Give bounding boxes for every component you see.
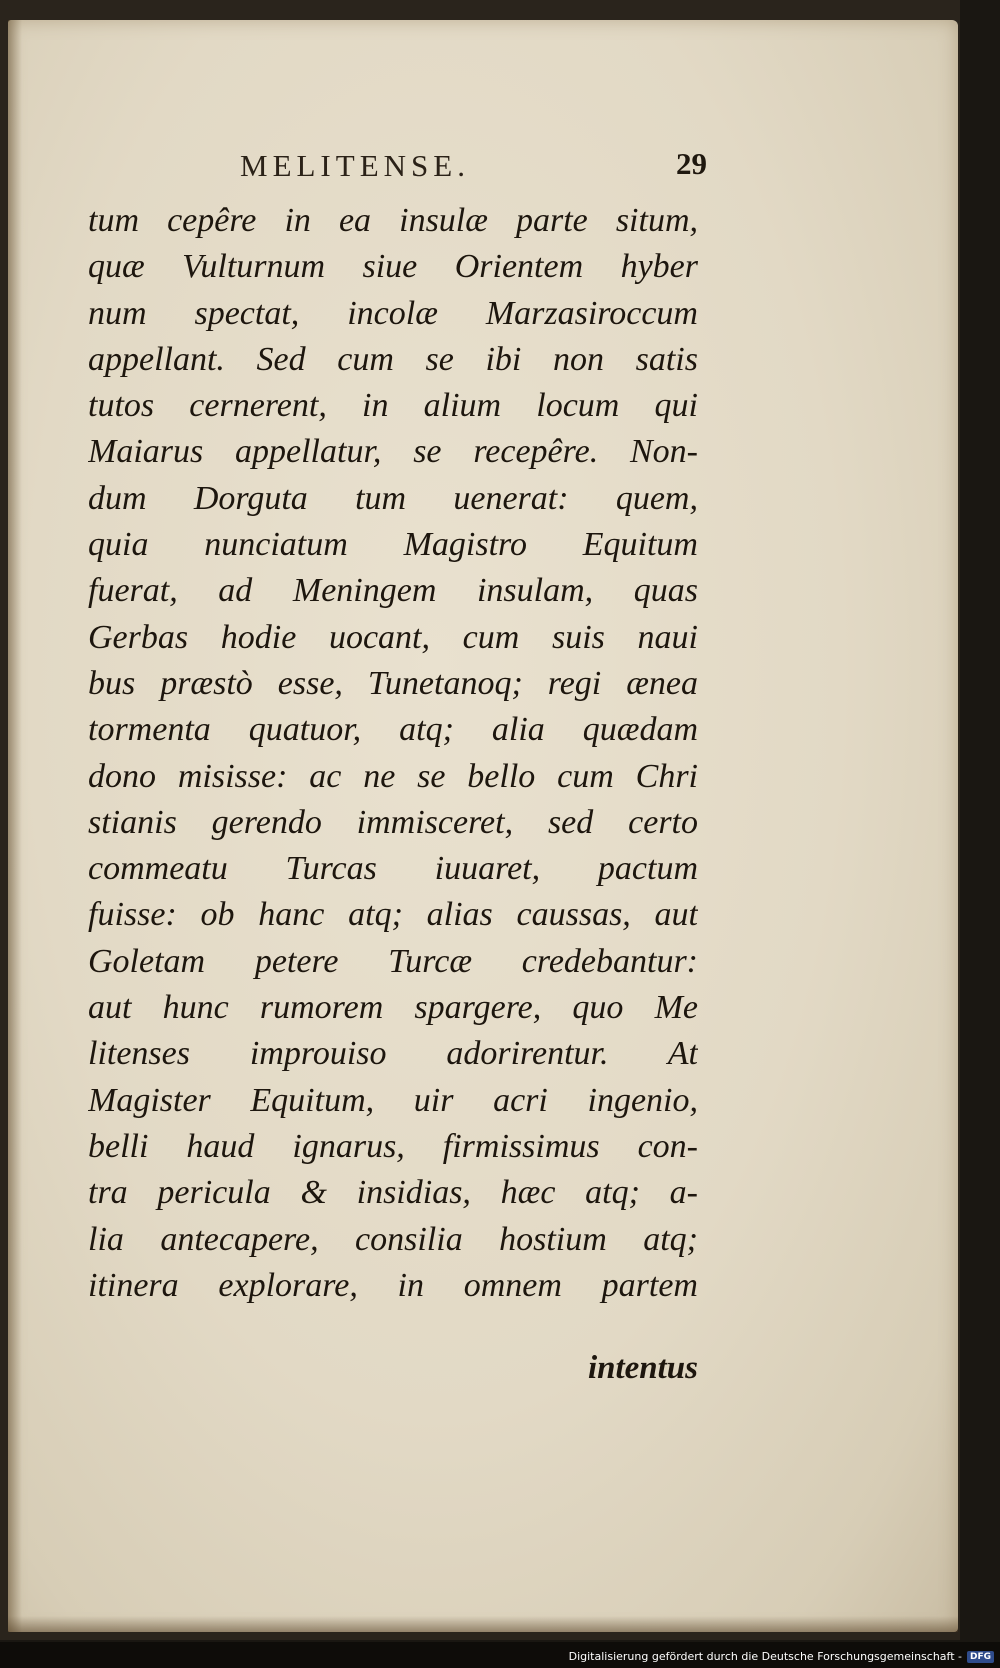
- text-line: fuisse: ob hanc atq; alias caussas, aut: [88, 896, 698, 934]
- text-line: tra pericula & insidias, hæc atq; a-: [88, 1174, 698, 1212]
- text-line: tutos cernerent, in alium locum qui: [88, 387, 698, 425]
- text-line: quia nunciatum Magistro Equitum: [88, 526, 698, 564]
- text-line: litenses improuiso adorirentur. At: [88, 1035, 698, 1073]
- text-line: itinera explorare, in omnem partem: [88, 1266, 698, 1304]
- text-line: tum cepêre in ea insulæ parte situm,: [88, 202, 698, 239]
- text-line: appellant. Sed cum se ibi non satis: [88, 340, 698, 378]
- text-line: commeatu Turcas iuuaret, pactum: [88, 850, 698, 888]
- text-line: Maiarus appellatur, se recepêre. Non-: [88, 433, 698, 471]
- digitization-credit: Digitalisierung gefördert durch die Deutsche Forschungsgemeinschaft -: [568, 1650, 962, 1663]
- text-line: Gerbas hodie uocant, cum suis naui: [88, 618, 698, 656]
- text-line: Magister Equitum, uir acri ingenio,: [88, 1081, 698, 1119]
- footer-bar: [0, 1642, 1000, 1668]
- text-line: Goletam petere Turcæ credebantur:: [88, 942, 698, 980]
- text-line: belli haud ignarus, firmissimus con-: [88, 1127, 698, 1165]
- page-number: 29: [676, 146, 707, 181]
- text-line: dum Dorguta tum uenerat: quem,: [88, 479, 698, 517]
- text-line: quæ Vulturnum siue Orientem hyber: [88, 248, 698, 286]
- text-line: num spectat, incolæ Marzasiroccum: [88, 294, 698, 332]
- text-line: stianis gerendo immisceret, sed certo: [88, 803, 698, 841]
- text-line: bus præstò esse, Tunetanoq; regi ænea: [88, 664, 698, 702]
- page-header: [8, 148, 958, 188]
- catchword: intentus: [587, 1350, 698, 1386]
- page-edge-left: [8, 20, 22, 1632]
- text-line: fuerat, ad Meningem insulam, quas: [88, 572, 698, 610]
- text-line: lia antecapere, consilia hostium atq;: [88, 1220, 698, 1258]
- text-line: dono misisse: ac ne se bello cum Chri: [88, 757, 698, 795]
- page-edge-bottom: [8, 1616, 958, 1632]
- text-line: aut hunc rumorem spargere, quo Me: [88, 989, 698, 1027]
- dfg-logo-icon: DFG: [967, 1651, 994, 1663]
- book-page: [8, 20, 958, 1632]
- text-line: tormenta quatuor, atq; alia quædam: [88, 711, 698, 749]
- text-block: [88, 198, 698, 1309]
- running-head: MELITENSE.: [240, 148, 470, 183]
